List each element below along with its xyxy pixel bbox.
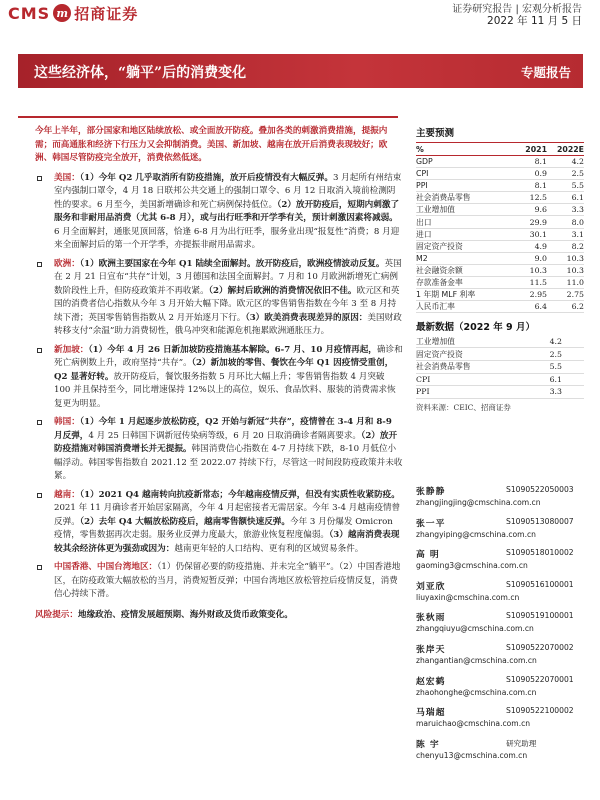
bullet-text: （2）解封后欧洲的消费情况依旧不佳。 [208, 285, 357, 296]
forecast-row [416, 216, 584, 228]
risk-text: 地缘政治、疫情发展超预期、海外财政及货币政策变化。 [77, 609, 293, 620]
forecast-value-2021: 11.5 [516, 276, 556, 288]
forecast-row [416, 276, 584, 288]
latest-value: 5.5 [519, 360, 584, 373]
bullet-text: 欧元区和英国的消费者信心指数从今年 3 月开始大幅下降。欧元区的零售销售指数在今年 3 至 8 月持续下滑；英国零售销售指数从 2 月开始逐月下行。 [54, 285, 400, 323]
latest-data-title: 最新数据（2022 年 9 月） [416, 322, 535, 334]
bullet-square-icon [37, 493, 42, 498]
bullet-text: （2）放开防疫后，短期内刺激了服务和非耐用品消费（尤其 6-8 月），或与出行旺季和开学季有关，预计刺激因素将减弱。 [54, 199, 400, 223]
analyst-name: 张静静 [416, 487, 446, 497]
main-body [35, 125, 403, 622]
forecast-row [416, 192, 584, 204]
analyst-id: S1090516100001 [506, 579, 574, 589]
forecast-value-2021: 8.1 [516, 180, 556, 192]
forecast-indicator: M2 [416, 252, 516, 264]
bullet-text: 4 月 25 日韩国下调新冠传染病等级，6 月 20 日取消确诊者隔离要求。 [88, 430, 362, 441]
bullet-text: 英国在 2 月 21 日宣布“共存”计划，3 月德国和法国全面解封。7 月和 10 月欧洲新增死亡病例数阶段性上升，但防疫政策并不再收紧。 [54, 258, 402, 296]
forecast-title: 主要预测 [416, 128, 455, 139]
analyst-name: 马瑞超 [416, 708, 446, 719]
bullet-region: 越南： [54, 489, 80, 500]
forecast-header-2022e: 2022E [556, 144, 584, 154]
bullet-text: （1）今年 1 月起逐步放松防疫，Q2 开始与新冠“共存”，疫情曾在 3-4 月和 8-9 月反弹， [54, 417, 392, 441]
forecast-row [416, 301, 584, 313]
summary-paragraph: 今年上半年，部分国家和地区陆续放松、或全面放开防疫。叠加各类的刺激消费措施，提振内需；而高通胀和经济下行压力又会抑制消费。美国、新加坡、越南在放开后消费表现较好；欧洲、韩国尽管防疫完全放开，消费依然低迷。 [35, 126, 388, 163]
report-header [0, 0, 600, 38]
bullet-item [35, 489, 403, 557]
analyst-email[interactable]: maruichao@cmschina.com.cn [416, 719, 531, 729]
forecast-indicator: 工业增加值 [416, 204, 516, 216]
bullet-text: （1）今年 4 月 26 日新加坡防疫措施基本解除。6-7 月、10 月疫情再起， [88, 344, 377, 355]
analyst-entry [416, 516, 584, 548]
forecast-value-2021: 6.4 [516, 301, 556, 313]
analyst-email[interactable]: zhangyiping@cmschina.com.cn [416, 529, 536, 539]
data-source-note: 资料来源：CEIC、招商证券 [416, 402, 511, 412]
forecast-indicator: 社会消费品零售 [416, 192, 516, 204]
analyst-id: S1090522070001 [506, 674, 574, 684]
latest-value: 2.5 [519, 348, 584, 361]
forecast-indicator: 1 年期 MLF 利率 [416, 289, 516, 301]
forecast-value-2021: 4.9 [516, 240, 556, 252]
forecast-value-2022e: 4.2 [556, 156, 584, 168]
analyst-id: 研究助理 [506, 738, 537, 748]
title-banner [18, 54, 583, 88]
analyst-name: 刘亚欣 [416, 581, 446, 592]
forecast-value-2021: 29.9 [516, 216, 556, 228]
bullet-item [35, 258, 403, 339]
analyst-id: S1090513080007 [506, 516, 574, 526]
bullet-square-icon [37, 348, 42, 353]
latest-data-row [416, 348, 584, 361]
analyst-name: 赵宏鹤 [416, 676, 446, 687]
analyst-entry [416, 705, 584, 737]
bullet-text: （2）新加坡的零售、餐饮在今年 Q1 因疫情受重创，Q2 显著好转。 [54, 358, 394, 382]
bullet-text: 放开防疫后，餐饮服务指数 5 月环比大幅上升；零售销售指数 4 月突破 100 并且保持至今，同比增速保持 12%以上的高位，娱乐、食品饮料、服装的消费需求恢复更为明显。 [54, 371, 396, 409]
latest-data-row [416, 373, 584, 386]
forecast-header-2021: 2021 [516, 143, 556, 156]
forecast-value-2021: 10.3 [516, 264, 556, 276]
logo-cms-text: CMS [8, 3, 51, 23]
forecast-indicator: 出口 [416, 216, 516, 228]
analyst-name: 张秋雨 [416, 613, 446, 624]
bullet-text: 确诊和死亡病例数上升，政府坚持“共存”。 [54, 344, 403, 368]
forecast-row [416, 252, 584, 264]
divider-rule [18, 116, 398, 118]
bullet-square-icon [37, 262, 42, 267]
report-title: 这些经济体，“躺平”后的消费变化 [34, 65, 247, 81]
analyst-email[interactable]: gaoming3@cmschina.com.cn [416, 561, 528, 571]
latest-value: 3.3 [519, 386, 584, 399]
forecast-value-2021: 9.6 [516, 204, 556, 216]
analyst-id: S1090518010002 [506, 548, 574, 558]
bullet-text: 韩国消费信心指数在 4-7 月持续下跌，8-10 月低位小幅浮动。韩国零售指数自 2021.12 至 2022.07 持续下行，尽管这一时间段防疫政策并未收紧。 [54, 444, 403, 481]
latest-indicator: 工业增加值 [416, 335, 519, 348]
forecast-value-2021: 9.0 [516, 252, 556, 264]
forecast-indicator: PPI [416, 180, 516, 192]
forecast-value-2021: 30.1 [516, 228, 556, 240]
forecast-header-row [416, 143, 584, 156]
forecast-row [416, 180, 584, 192]
forecast-row [416, 228, 584, 240]
bullet-region: 新加坡： [54, 344, 89, 355]
latest-indicator: 固定资产投资 [416, 348, 519, 361]
forecast-row [416, 289, 584, 301]
logo-mark-icon: m [53, 4, 71, 22]
latest-data-row [416, 386, 584, 399]
latest-indicator: CPI [416, 373, 519, 386]
bullet-text: （1）2021 Q4 越南转向抗疫新常态；今年越南疫情反弹，但没有实质性收紧防疫。 [79, 489, 400, 500]
forecast-header-unit: % [416, 143, 516, 156]
forecast-indicator: 存款准备金率 [416, 276, 516, 288]
cms-logo [8, 2, 138, 24]
report-tag: 专题报告 [520, 65, 571, 80]
bullet-text: 6 月全面解封，通胀见顶回落，恰逢 6-8 月为出行旺季，服务业出现“报复性”消费；8 月迎来全面解封后的第一个开学季，亦提振非耐用品需求。 [54, 226, 400, 250]
analyst-entry [416, 737, 584, 769]
bullet-item [35, 344, 403, 412]
bullet-region: 韩国： [54, 417, 80, 427]
bullet-text: （1）仍保留必要的防疫措施、并未完全“躺平”。（2）中国香港地区，在防疫政策大幅放松的当月，消费短暂反弹；中国台湾地区放松管控后疫情反复，消费信心持续下滑。 [54, 562, 401, 599]
forecast-value-2022e: 6.2 [556, 301, 584, 313]
logo-cn-text: 招商证券 [74, 4, 139, 23]
forecast-value-2022e: 3.1 [556, 228, 584, 240]
analyst-email[interactable]: zhaohonghe@cmschina.com.cn [416, 687, 537, 697]
bullet-text: 越南更年轻的人口结构、更有利的区域贸易条件。 [174, 543, 364, 554]
forecast-indicator: CPI [416, 168, 516, 180]
forecast-row [416, 204, 584, 216]
latest-data-row [416, 335, 584, 348]
latest-value: 6.1 [519, 373, 584, 386]
latest-data-row [416, 360, 584, 373]
bullet-list [35, 172, 403, 602]
analyst-name: 高 明 [416, 550, 440, 561]
analyst-id: S1090519100001 [506, 611, 574, 621]
forecast-indicator: GDP [416, 156, 516, 168]
forecast-value-2022e: 5.5 [556, 180, 584, 192]
forecast-row [416, 264, 584, 276]
forecast-value-2022e: 2.75 [556, 289, 584, 301]
forecast-value-2022e: 6.1 [556, 192, 584, 204]
bullet-region: 美国： [54, 172, 80, 183]
bullet-text: 3 月起所有州结束室内强制口罩令，4 月 18 日联邦公共交通上的强制口罩令、6 月 12 日取消入境前检测阴性的要求。6 月至今，美国新增确诊和死亡病例保持低位。 [54, 172, 402, 210]
bullet-region: 中国香港、中国台湾地区： [54, 562, 158, 572]
forecast-indicator: 社会融资余额 [416, 264, 516, 276]
forecast-value-2022e: 8.2 [556, 240, 584, 252]
analyst-id: S1090522050003 [506, 485, 574, 494]
latest-data-table [416, 335, 584, 398]
forecast-row [416, 156, 584, 168]
forecast-value-2021: 2.95 [516, 289, 556, 301]
analyst-name: 张一平 [416, 518, 446, 529]
bullet-item [35, 172, 403, 253]
analyst-id: S1090522100002 [506, 706, 574, 716]
bullet-square-icon [37, 176, 42, 181]
analyst-entry [416, 642, 584, 674]
sidebar-data [416, 125, 584, 413]
bullet-square-icon [37, 420, 42, 425]
forecast-value-2022e: 8.0 [556, 216, 584, 228]
bullet-text: 今年 3 月份爆发 Omicron 疫情，零售数据再次走弱。服务业反弹力度最大，旅游业恢复程度偏弱。 [54, 516, 393, 540]
latest-indicator: 社会消费品零售 [416, 360, 519, 373]
bullet-text: 2021 年 11 月确诊者开始居家隔离，今年 4 月起密接者无需居家。今年 3-4 月越南疫情曾反弹。 [54, 503, 401, 527]
analyst-email[interactable]: liuyaxin@cmschina.com.cn [416, 592, 520, 602]
risk-label: 风险提示： [35, 609, 78, 620]
forecast-row [416, 240, 584, 252]
bullet-text: （3）越南消费表现较其余经济体更为强劲或因为： [54, 530, 400, 554]
bullet-text: （1）今年 Q2 几乎取消所有防疫措施，放开后疫情没有大幅反弹。 [79, 172, 333, 183]
forecast-value-2021: 12.5 [516, 192, 556, 204]
analyst-entry [416, 579, 584, 611]
forecast-value-2021: 8.1 [516, 156, 556, 168]
forecast-value-2021: 0.9 [516, 168, 556, 180]
forecast-indicator: 进口 [416, 228, 516, 240]
forecast-value-2022e: 3.3 [556, 204, 584, 216]
report-type: 证券研究报告 | 宏观分析报告 [452, 4, 582, 15]
analyst-entry [416, 547, 584, 579]
forecast-value-2022e: 11.0 [556, 276, 584, 288]
bullet-item [35, 416, 403, 484]
bullet-text: （3）欧美消费表现差异的原因： [245, 312, 368, 323]
bullet-item [35, 561, 403, 602]
bullet-text: （2）放开防疫措施对韩国消费增长并无提振。 [54, 430, 398, 454]
analyst-entry [416, 484, 584, 516]
latest-indicator: PPI [416, 386, 519, 399]
latest-value: 4.2 [519, 335, 584, 348]
analyst-email[interactable]: chenyu13@cmschina.com.cn [416, 750, 528, 760]
bullet-region: 欧洲： [54, 258, 80, 269]
analyst-list [416, 484, 584, 768]
bullet-square-icon [37, 565, 42, 570]
forecast-value-2022e: 10.3 [556, 264, 584, 276]
forecast-indicator: 固定资产投资 [416, 240, 516, 252]
forecast-row [416, 168, 584, 180]
analyst-email[interactable]: zhangqiuyu@cmschina.com.cn [416, 624, 534, 634]
risk-note [35, 609, 403, 623]
report-date: 2022 年 11 月 5 日 [487, 15, 582, 27]
forecast-indicator: 人民币汇率 [416, 301, 516, 313]
analyst-entry [416, 674, 584, 706]
analyst-entry [416, 610, 584, 642]
forecast-value-2022e: 2.5 [556, 168, 584, 180]
analyst-email[interactable]: zhangantian@cmschina.com.cn [416, 655, 537, 665]
analyst-name: 张岸天 [416, 644, 446, 655]
forecast-table [416, 142, 584, 313]
analyst-email[interactable]: zhangjingjing@cmschina.com.cn [416, 498, 541, 507]
bullet-text: （2）去年 Q4 大幅放松防疫后，越南零售额快速反弹。 [79, 516, 290, 527]
bullet-text: （1）欧洲主要国家在今年 Q1 陆续全面解封。放开防疫后，欧洲疫情波动反复。 [79, 258, 385, 269]
analyst-id: S1090522070002 [506, 642, 574, 652]
forecast-value-2022e: 10.3 [556, 252, 584, 264]
bullet-text: 美国财政转移支付“余温”助力消费韧性，俄乌冲突和能源危机拖累欧洲通胀压力。 [54, 312, 402, 336]
analyst-name: 陈 宇 [416, 739, 440, 750]
